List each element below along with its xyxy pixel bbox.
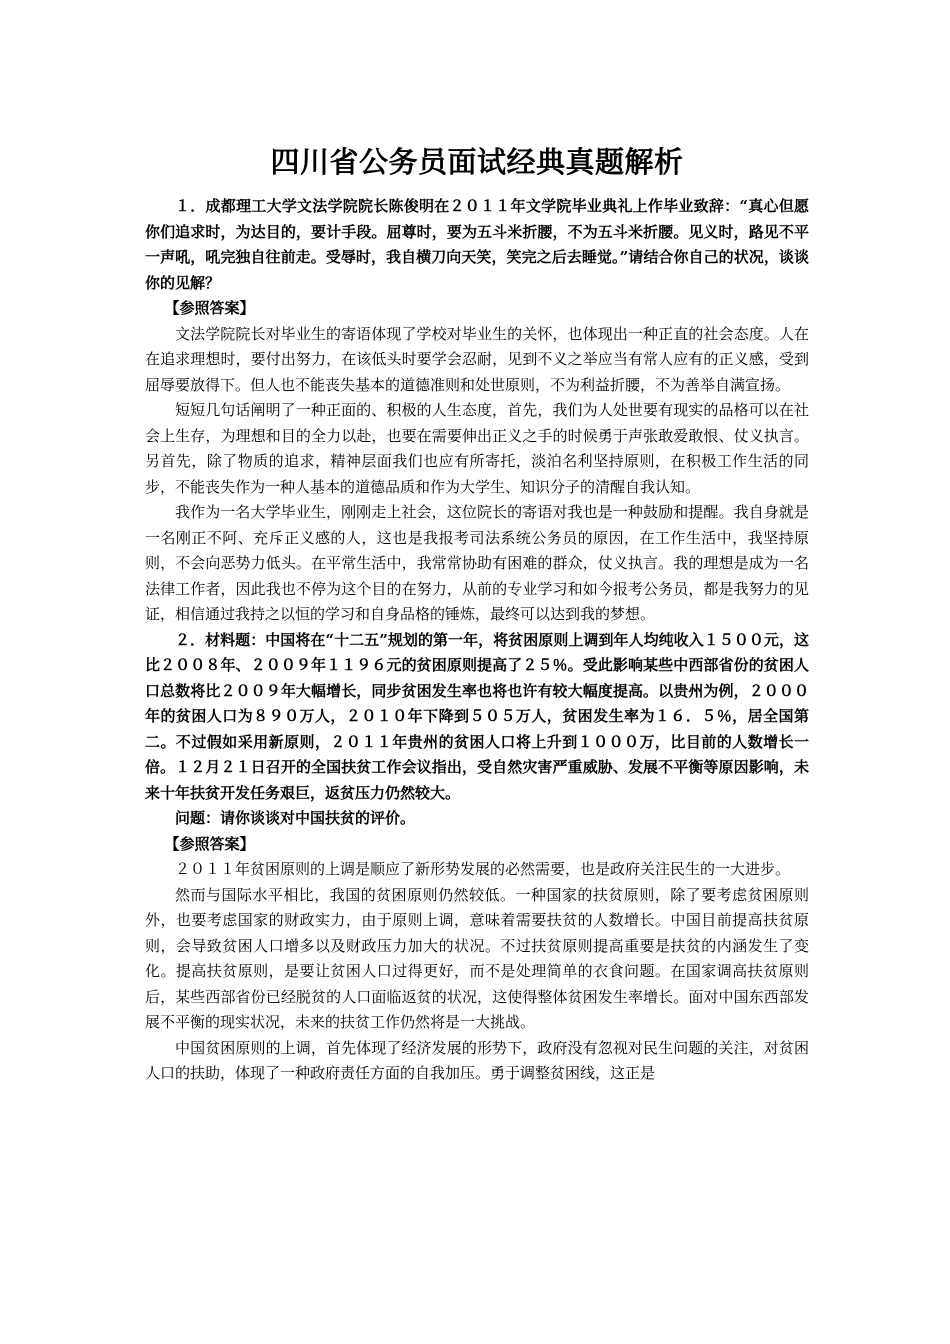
question-2-answer-label: 【参照答案】 <box>164 834 255 853</box>
question-2-answer-paragraph-1: ２０１１年贫困原则的上调是顺应了新形势发展的必然需要，也是政府关注民生的一大进步。 <box>175 860 791 878</box>
page-title: 四川省公务员面试经典真题解析 <box>270 145 684 179</box>
question-1-answer-label: 【参照答案】 <box>164 299 255 317</box>
question-2-answer-paragraph-3: 中国贫困原则的上调，首先体现了经济发展的形势下，政府没有忽视对民生问题的关注，对贫困人口的扶助，体现了一种政府责任方面的自我加压。勇于调整贫困线，这正是 <box>145 1038 809 1082</box>
question-1-answer-paragraph-2: 短短几句话阐明了一种正面的、积极的人生态度，首先，我们为人处世要有现实的品格可以在社会上生存，为理想和目的全力以赴，也要在需要伸出正义之手的时候勇于声张敢爱敢恨、仗义执言。另首先，除了物质的追求，精神层面我们也应有所寄托，淡泊名利坚持原则，在积极工作生活的同步，不能丧失作为一种人基本的道德品质和作为大学生、知识分子的清醒自我认知。 <box>145 401 809 496</box>
question-1-answer-paragraph-3: 我作为一名大学毕业生，刚刚走上社会，这位院长的寄语对我也是一种鼓励和提醒。我自身就是一名刚正不阿、充斥正义感的人，这也是我报考司法系统公务员的原因，在工作生活中，我坚持原则，不会向恶势力低头。在平常生活中，我常常协助有困难的群众，仗义执言。我的理想是成为一名法律工作者，因此我也不停为这个目的在努力，从前的专业学习和如今报考公务员，都是我努力的见证，相信通过我持之以恒的学习和自身品格的锤炼，最终可以达到我的梦想。 <box>145 503 809 623</box>
question-2-text: 问题：请你谈谈对中国扶贫的评价。 <box>175 809 416 827</box>
document-body <box>145 194 809 1087</box>
question-1-answer-paragraph-1: 文法学院院长对毕业生的寄语体现了学校对毕业生的关怀，也体现出一种正直的社会态度。人在在追求理想时，要付出努力，在该低头时要学会忍耐，见到不义之举应当有常人应有的正义感，受到屈辱要放得下。但人也不能丧失基本的道德准则和处世原则，不为利益折腰，不为善举自满宣扬。 <box>145 324 809 394</box>
question-2-answer-paragraph-2: 然而与国际水平相比，我国的贫困原则仍然较低。一种国家的扶贫原则，除了要考虑贫困原则外，也要考虑国家的财政实力，由于原则上调，意味着需要扶贫的人数增长。中国目前提高扶贫原则，会导致贫困人口增多以及财政压力加大的状况。不过扶贫原则提高重要是扶贫的内涵发生了变化。提高扶贫原则，是要让贫困人口过得更好，而不是处理简单的衣食问题。在国家调高扶贫原则后，某些西部省份已经脱贫的人口面临返贫的状况，这使得整体贫困发生率增长。面对中国东西部发展不平衡的现实状况，未来的扶贫工作仍然将是一大挑战。 <box>145 885 809 1031</box>
question-2-material: ２．材料题：中国将在“十二五”规划的第一年，将贫困原则上调到年人均纯收入１５００元，这比２００８年、２００９年１１９６元的贫困原则提高了２５％。受此影响某些中西部省份的贫困人口总数将比２００９年大幅增长，同步贫困发生率也将也许有较大幅度提高。以贵州为例，２０００年的贫困人口为８９０万人，２０１０年下降到５０５万人，贫困发生率为１６．５％，居全国第二。不过假如采用新原则，２０１１年贵州的贫困人口将上升到１０００万，比目前的人数增长一倍。１２月２１日召开的全国扶贫工作会议指出，受自然灾害严重威胁、发展不平衡等原因影响，未来十年扶贫开发任务艰巨，返贫压力仍然较大。 <box>145 630 809 802</box>
question-1-text: １．成都理工大学文法学院院长陈俊明在２０１１年文学院毕业典礼上作毕业致辞：“真心但愿你们追求时，为达目的，要计手段。屈尊时，要为五斗米折腰，不为五斗米折腰。见义时，路见不平一声吼，吼完独自往前走。受辱时，我自横刀向天笑，笑完之后去睡觉。”请结合你自己的状况，谈谈你的见解？ <box>145 197 809 292</box>
